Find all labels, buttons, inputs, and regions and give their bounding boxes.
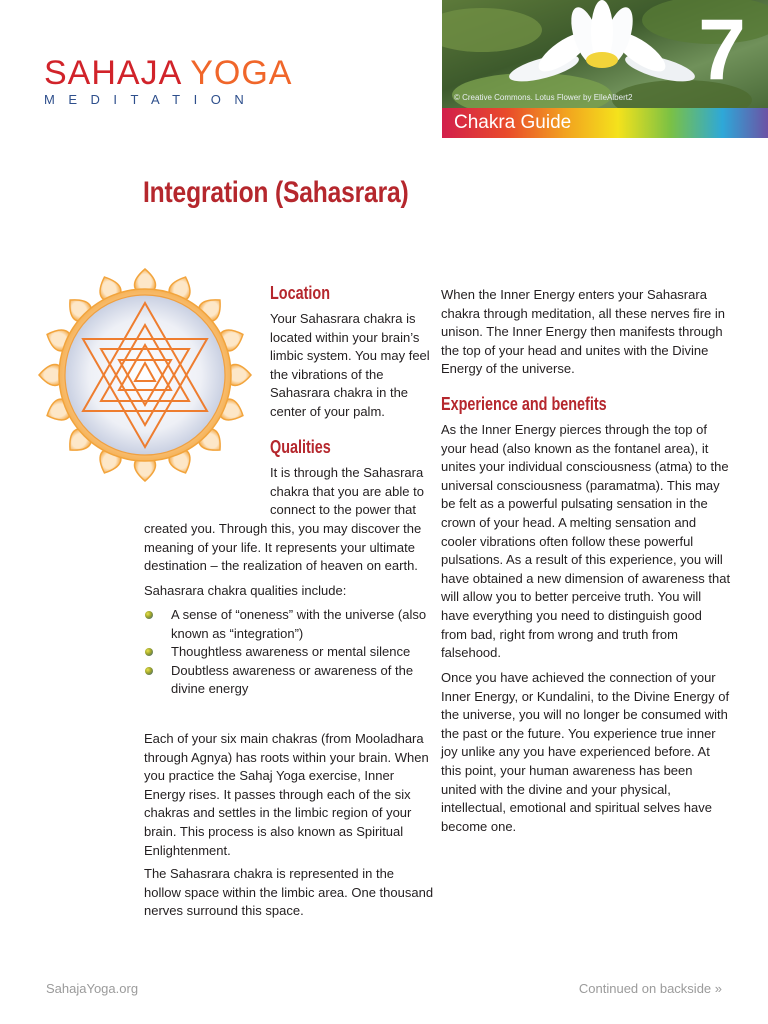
location-heading: Location bbox=[270, 283, 330, 303]
logo-subtitle: MEDITATION bbox=[44, 92, 258, 107]
experience-paragraph: As the Inner Energy pierces through the top of your head (also known as the fontanel area), it unites your individual consciousness (atma) to the universal consciousness (paramatma). This may be felt as a powerful pulsating sensation in the crown of your head. A melting sensation and cooler vibrations often follow these powerful pulsations. As a result of this experience, you will have obtained a new dimension of awareness that will allow you to better perceive truth. You will have everything you need to distinguish good from bad, right from wrong and truth from falsehood. bbox=[441, 422, 731, 661]
bullet-icon bbox=[145, 611, 153, 619]
list-item-text: A sense of “oneness” with the universe (also known as “integration”) bbox=[171, 607, 427, 641]
sahasrara-yantra-icon bbox=[36, 266, 254, 484]
list-item-text: Doubtless awareness or awareness of the divine energy bbox=[171, 662, 414, 697]
qualities-text-cont: created you. Through this, you may discover the meaning of your life. It represents your ultimate destination – the realization of heaven on earth. bbox=[144, 521, 422, 574]
six-chakras-paragraph: Each of your six main chakras (from Mooladhara through Agnya) has roots within your brain. When you practice the Sahaj Yoga exercise, Inner Energy rises. It passes through each of the six chakras and settles in the limbic region of your brain. This process is also known as Spiritual Enlightenment. bbox=[144, 731, 429, 858]
qualities-heading: Qualities bbox=[270, 437, 331, 457]
lotus-photo bbox=[442, 0, 768, 108]
chakra-guide-band bbox=[442, 108, 768, 138]
inner-energy-paragraph: When the Inner Energy enters your Sahasrara chakra through meditation, all these nerves fire in unison. The Inner Energy then manifests through the top of your head and unites with the Divine Energy of the universe. bbox=[441, 287, 725, 377]
logo-wordmark bbox=[44, 56, 292, 90]
brand-logo bbox=[44, 56, 292, 107]
connection-paragraph: Once you have achieved the connection of your Inner Energy, or Kundalini, to the Divine Energy of the universe, you will no longer be consumed with the past or the future. You experience true inner joy unlike any you have experienced before. At this point, your human awareness has been united with the divine and your physical, intellectual, emotional and spiritual selves have become one. bbox=[441, 670, 730, 834]
experience-heading: Experience and benefits bbox=[441, 394, 607, 414]
chakra-guide-label: Chakra Guide bbox=[454, 112, 572, 133]
qualities-list bbox=[144, 606, 430, 699]
website-link[interactable]: SahajaYoga.org bbox=[46, 981, 139, 996]
list-item bbox=[144, 662, 430, 699]
list-item bbox=[144, 606, 430, 643]
location-text: Your Sahasrara chakra is located within your brain’s limbic system. You may feel the vibrations of the Sahasrara chakra in the center of your palm. bbox=[270, 311, 430, 419]
qualities-list-intro: Sahasrara chakra qualities include: bbox=[144, 583, 347, 598]
list-item bbox=[144, 643, 430, 662]
page-title: Integration (Sahasrara) bbox=[143, 176, 409, 209]
photo-credit: © Creative Commons. Lotus Flower by ElleAlbert2 bbox=[454, 93, 633, 102]
logo-yoga: YOGA bbox=[190, 54, 293, 92]
bullet-icon bbox=[145, 648, 153, 656]
bullet-icon bbox=[145, 667, 153, 675]
represented-paragraph: The Sahasrara chakra is represented in the hollow space within the limbic area. One thousand nerves surround this space. bbox=[144, 866, 434, 919]
qualities-text-start: It is through the Sahasrara chakra that you are able to connect to the power that bbox=[270, 465, 424, 518]
continued-note: Continued on backside » bbox=[578, 981, 722, 996]
logo-sahaja: SAHAJA bbox=[44, 54, 181, 92]
chakra-number: 7 bbox=[698, 2, 746, 98]
list-item-text: Thoughtless awareness or mental silence bbox=[171, 644, 411, 660]
